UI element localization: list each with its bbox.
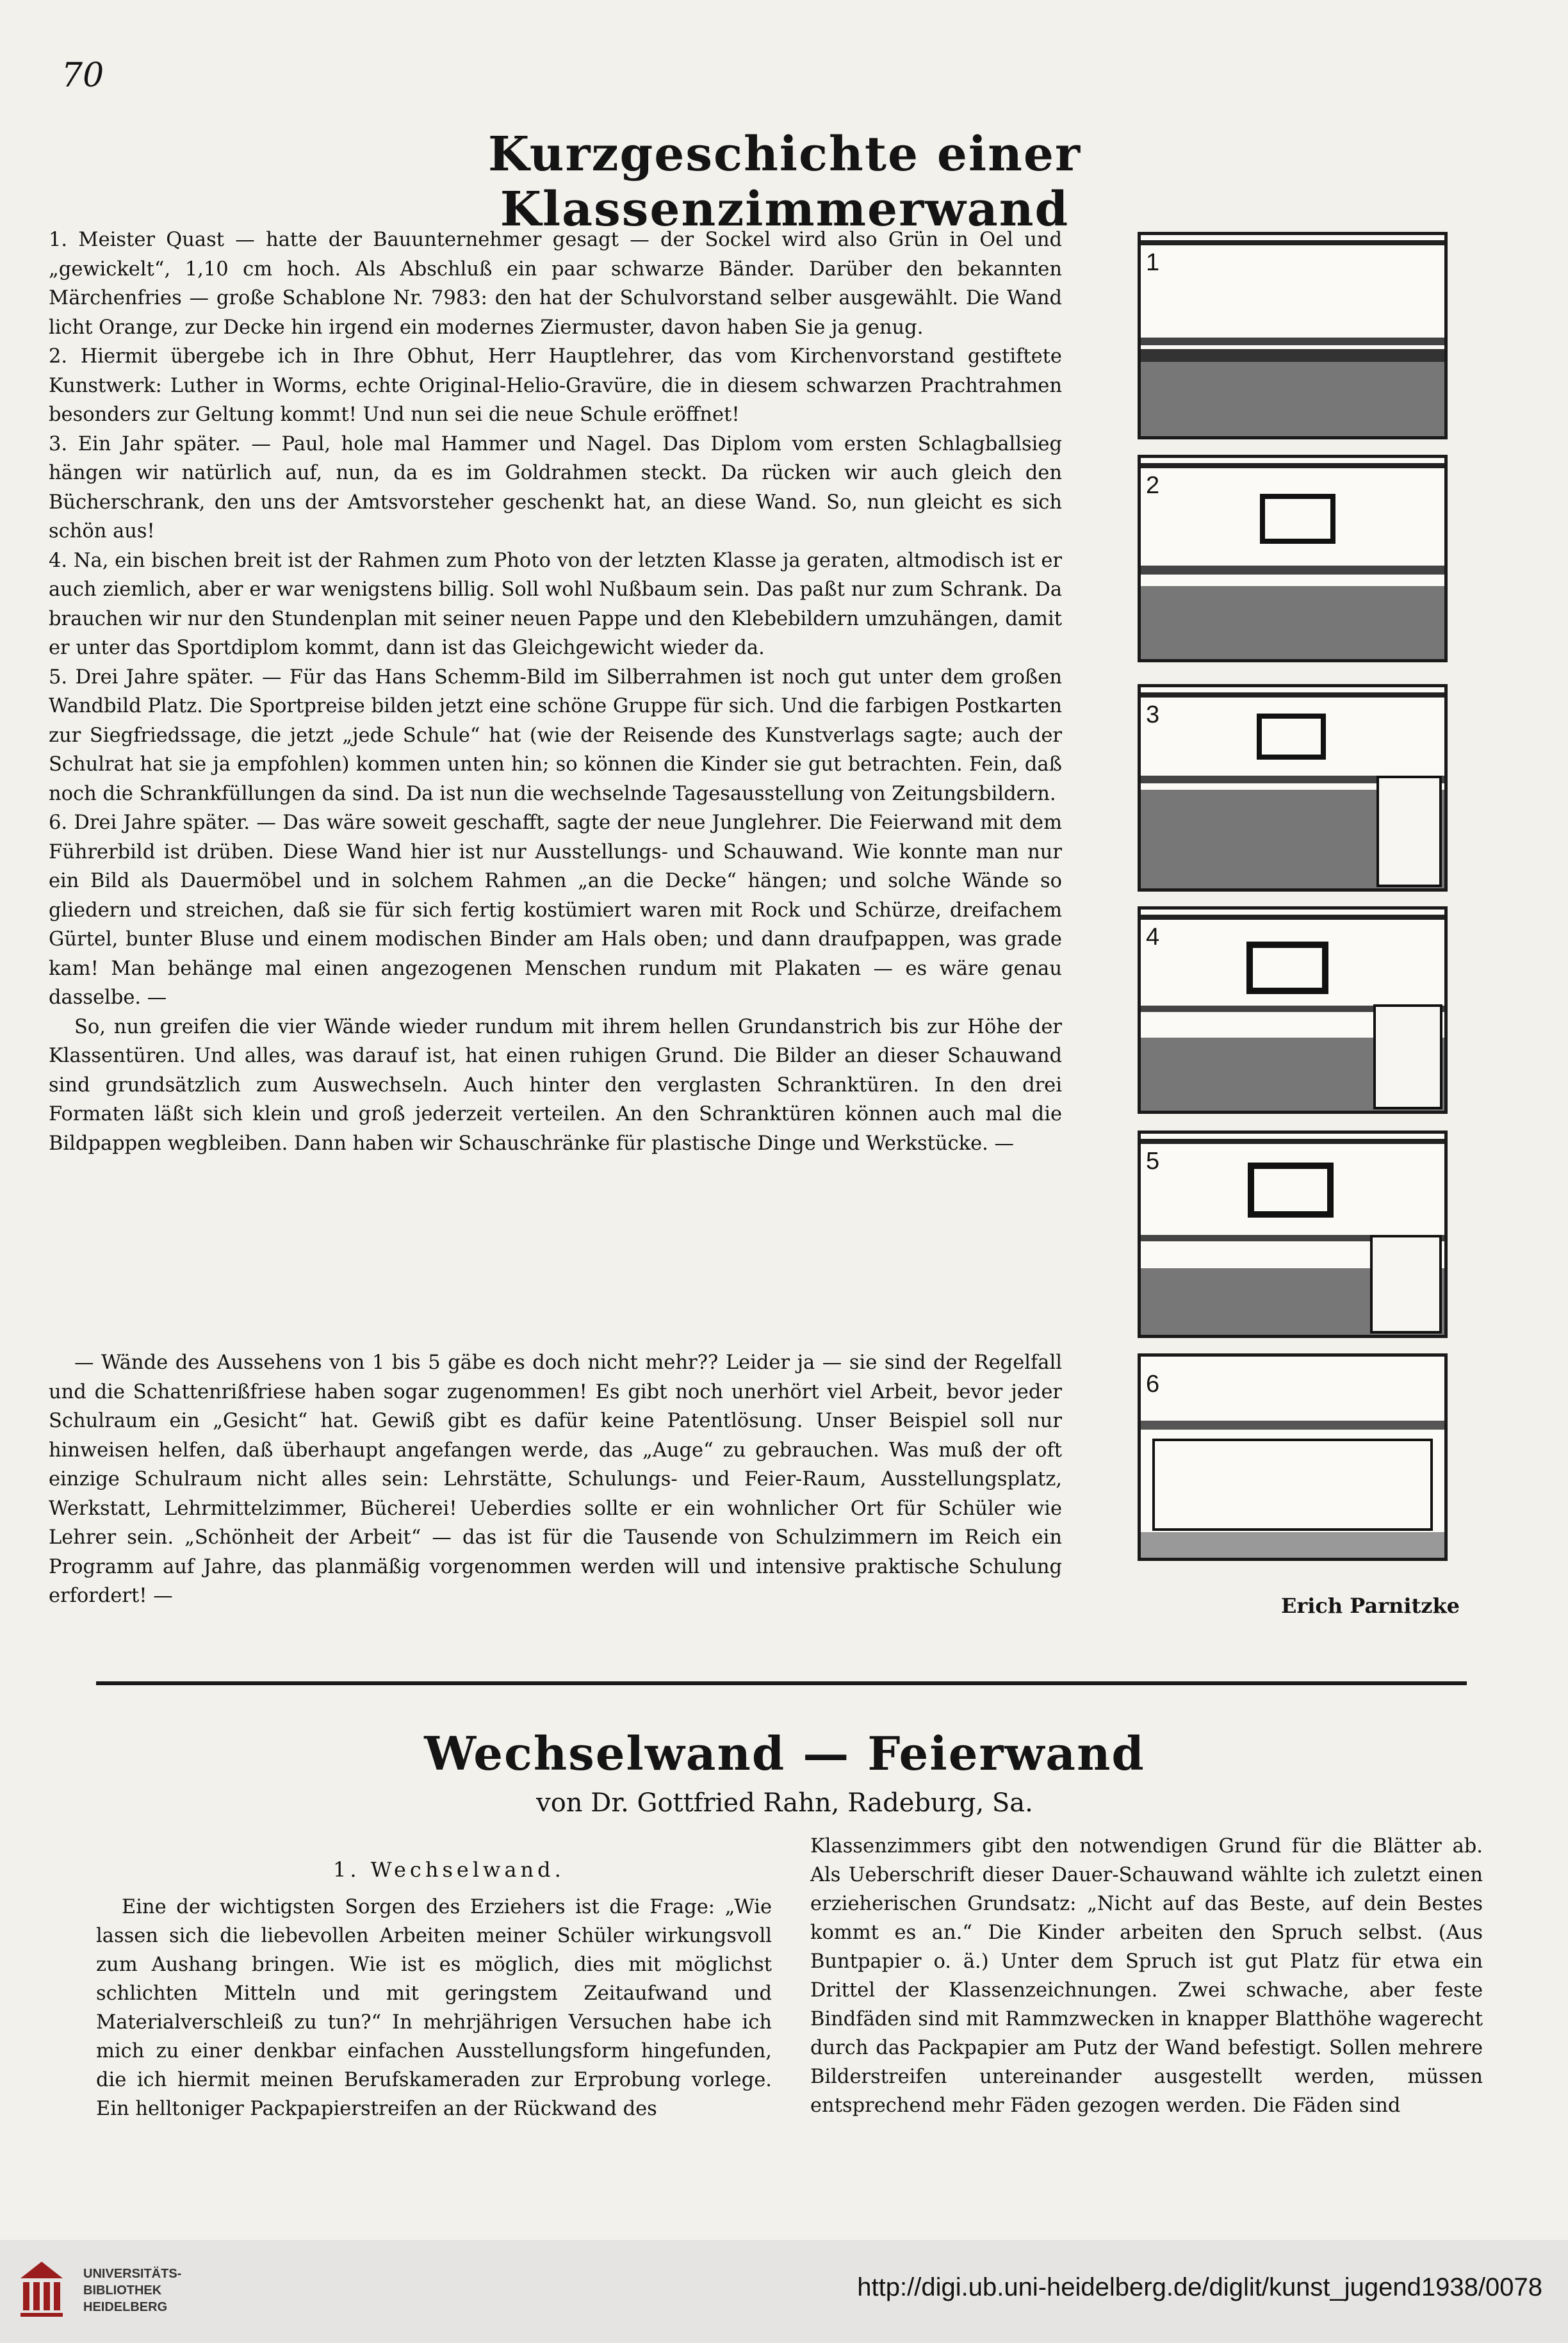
- wall-drawing-3: [1141, 687, 1444, 888]
- wall-illustration-1: [1138, 232, 1448, 439]
- right-column-text: Klassenzimmers gibt den notwendigen Grund für die Blätter ab. Als Ueberschrift dieser Dauer-Schauwand wählte ich zuletzt einen erzieherischen Grundsatz: „Nicht auf das Beste, auf dein Bestes kommt es an.“ Die Kinder arbeiten den Spruch selbst. (Aus Buntpapier o. ä.) Unter dem Spruch ist gut Platz für etwa ein Drittel der Klassenzeichnungen. Zwei schwache, aber feste Bindfäden sind mit Rammzwecken in knapper Blatthöhe wagerecht durch das Packpapier am Putz der Wand befestigt. Sollen mehrere Bilderstreifen untereinander ausgestellt werden, müssen entsprechend mehr Fäden gezogen werden. Die Fäden sind: [810, 1835, 1483, 2117]
- panel-label-5: 5: [1146, 1148, 1160, 1175]
- wall-drawing-5: [1141, 1134, 1444, 1335]
- summary-text: — Wände des Aussehens von 1 bis 5 gäbe es doch nicht mehr?? Leider ja — sie sind der Regelfall und die Schattenrißfriese haben sogar zugenommen! Es gibt noch unerhört viel Arbeit, bevor jeder Schulraum ein „Gesicht“ hat. Gewiß gibt es dafür keine Patentlösung. Unser Beispiel soll nur hinweisen helfen, daß überhaupt angefangen werde, das „Auge“ zu gebrauchen. Was muß der oft einzige Schulraum nicht alles sein: Lehrstätte, Schulungs- und Feier-Raum, Ausstellungsplatz, Werkstatt, Lehrmittelzimmer, Bücherei! Ueberdies sollte er ein wohnlicher Ort für Schüler wie Lehrer sein. „Schönheit der Arbeit“ — das ist für die Tausende von Schulzimmern im Reich ein Programm auf Jahre, das planmäßig vorgenommen werden will und intensive praktische Schulung erfordert! —: [49, 1351, 1062, 1607]
- wall-drawing-4: [1141, 910, 1444, 1111]
- paragraph-3: 3. Ein Jahr später. — Paul, hole mal Hammer und Nagel. Das Diplom vom ersten Schlagballsieg hängen wir natürlich auf, nun, da es im Goldrahmen steckt. Da rücken wir auch gleich den Bücherschrank, den uns der Amtsvorsteher geschenkt hat, an diese Wand. So, nun gleicht es sich schön aus!: [49, 432, 1062, 543]
- paragraph-7: So, nun greifen die vier Wände wieder rundum mit ihrem hellen Grundanstrich bis zur Höhe der Klassentüren. Und alles, was darauf ist, hat einen ruhigen Grund. Die Bilder an dieser Schauwand sind grundsätzlich zum Auswechseln. Auch hinter den verglasten Schranktüren. In den drei Formaten läßt sich klein und groß jederzeit verteilen. An den Schranktüren können auch mal die Bildpappen wegbleiben. Dann haben wir Schauschränke für plastische Dinge und Werkstücke. —: [49, 1015, 1062, 1155]
- library-name-line-2: BIBLIOTHEK: [83, 2283, 162, 2298]
- page-number: 70: [61, 56, 104, 95]
- panel-label-2: 2: [1146, 472, 1160, 499]
- library-name: [83, 2265, 181, 2315]
- library-name-line-1: UNIVERSITÄTS-: [83, 2267, 182, 2281]
- author-signature: Erich Parnitzke: [1281, 1594, 1460, 1618]
- wall-illustration-6: [1138, 1353, 1448, 1561]
- wall-illustration-2: [1138, 455, 1448, 662]
- right-column: [810, 1832, 1483, 2120]
- article2-byline: von Dr. Gottfried Rahn, Radeburg, Sa.: [536, 1788, 1033, 1818]
- wall-illustration-3: [1138, 684, 1448, 892]
- paragraph-2: 2. Hiermit übergebe ich in Ihre Obhut, Herr Hauptlehrer, das vom Kirchenvorstand gestiftete Kunstwerk: Luther in Worms, echte Original-Helio-Gravüre, die in diesem schwarzen Prachtrahmen besonders zur Geltung kommt! Und nun sei die neue Schule eröffnet!: [49, 345, 1062, 426]
- library-name-line-3: HEIDELBERG: [83, 2300, 168, 2314]
- article2-title: Wechselwand — Feierwand: [424, 1726, 1145, 1781]
- wall-drawing-6: [1141, 1357, 1444, 1558]
- left-column-text: Eine der wichtigsten Sorgen des Erziehers ist die Frage: „Wie lassen sich die liebevollen Arbeiten meiner Schüler wirkungsvoll zum Aushang bringen. Wie ist es möglich, dies mit möglichst schlichten Mitteln und mit geringstem Zeitaufwand und Materialverschleiß zu tun?“ In mehrjährigen Versuchen habe ich mich zu einer denkbar einfachen Ausstellungsform hingefunden, die ich hiermit meinen Berufskameraden zur Erprobung vorlege. Ein helltoniger Packpapierstreifen an der Rückwand des: [96, 1896, 772, 2120]
- summary-paragraph: [49, 1348, 1062, 1611]
- wall-drawing-2: [1141, 458, 1444, 659]
- wall-illustration-5: [1138, 1131, 1448, 1338]
- panel-label-6: 6: [1146, 1371, 1160, 1398]
- section-divider: [96, 1681, 1467, 1685]
- wall-drawing-1: [1141, 235, 1444, 436]
- left-column: [96, 1893, 772, 2123]
- footer-bar: [0, 2240, 1568, 2343]
- paragraph-1: 1. Meister Quast — hatte der Bauunternehmer gesagt — der Sockel wird also Grün in Oel und „gewickelt“, 1,10 cm hoch. Als Abschluß ein paar schwarze Bänder. Darüber den bekannten Märchenfries — große Schablone Nr. 7983: den hat der Schulvorstand selber ausgewählt. Die Wand licht Orange, zur Decke hin irgend ein modernes Ziermuster, davon haben Sie ja genug.: [49, 229, 1062, 339]
- paragraph-5: 5. Drei Jahre später. — Für das Hans Schemm-Bild im Silberrahmen ist noch gut unter dem großen Wandbild Platz. Die Sportpreise bilden jetzt eine schöne Gruppe für sich. Und die farbigen Postkarten zur Siegfriedssage, die jetzt „jede Schule“ hat (wie der Reisende des Kunstverlags sagte; auch der Schulrat hat sie ja empfohlen) kommen unten hin; so können die Kinder sie gut betrachten. Fein, daß noch die Schrankfüllungen da sind. Da ist nun die wechselnde Tagesausstellung von Zeitungsbildern.: [49, 665, 1062, 805]
- panel-label-1: 1: [1146, 249, 1160, 276]
- source-url-link[interactable]: http://digi.ub.uni-heidelberg.de/diglit/kunst_jugend1938/0078: [857, 2273, 1542, 2301]
- library-logo-icon: [19, 2260, 64, 2318]
- panel-label-4: 4: [1146, 924, 1160, 951]
- article-title: Kurzgeschichte einer Klassenzimmerwand: [488, 127, 1081, 237]
- section-heading: 1. Wechselwand.: [333, 1857, 565, 1882]
- panel-label-3: 3: [1146, 701, 1160, 728]
- article-body: [49, 225, 1062, 1158]
- paragraph-6: 6. Drei Jahre später. — Das wäre soweit geschafft, sagte der neue Junglehrer. Die Feierwand mit dem Führerbild ist drüben. Diese Wand hier ist nur Ausstellungs- und Schauwand. Wie konnte man nur ein Bild als Dauermöbel und in solchem Rahmen „an die Decke“ hängen; und solche Wände so gliedern und streichen, daß sie für sich fertig kostümiert waren mit Rock und Schürze, dreifachem Gürtel, bunter Bluse und einem modischen Binder am Hals oben; und dann draufpappen, was grade kam! Man behänge mal einen angezogenen Menschen rundum mit Plakaten — es wäre genau dasselbe. —: [49, 812, 1062, 1009]
- wall-illustration-4: [1138, 906, 1448, 1114]
- paragraph-4: 4. Na, ein bischen breit ist der Rahmen zum Photo von der letzten Klasse ja geraten, altmodisch ist er auch ziemlich, aber er war wenigstens billig. Soll wohl Nußbaum sein. Das paßt nur zum Schrank. Da brauchen wir nur den Stundenplan mit seiner neuen Pappe und den Klebebildern umzuhängen, damit er unter das Sportdiplom kommt, dann ist das Gleichgewicht wieder da.: [49, 549, 1062, 659]
